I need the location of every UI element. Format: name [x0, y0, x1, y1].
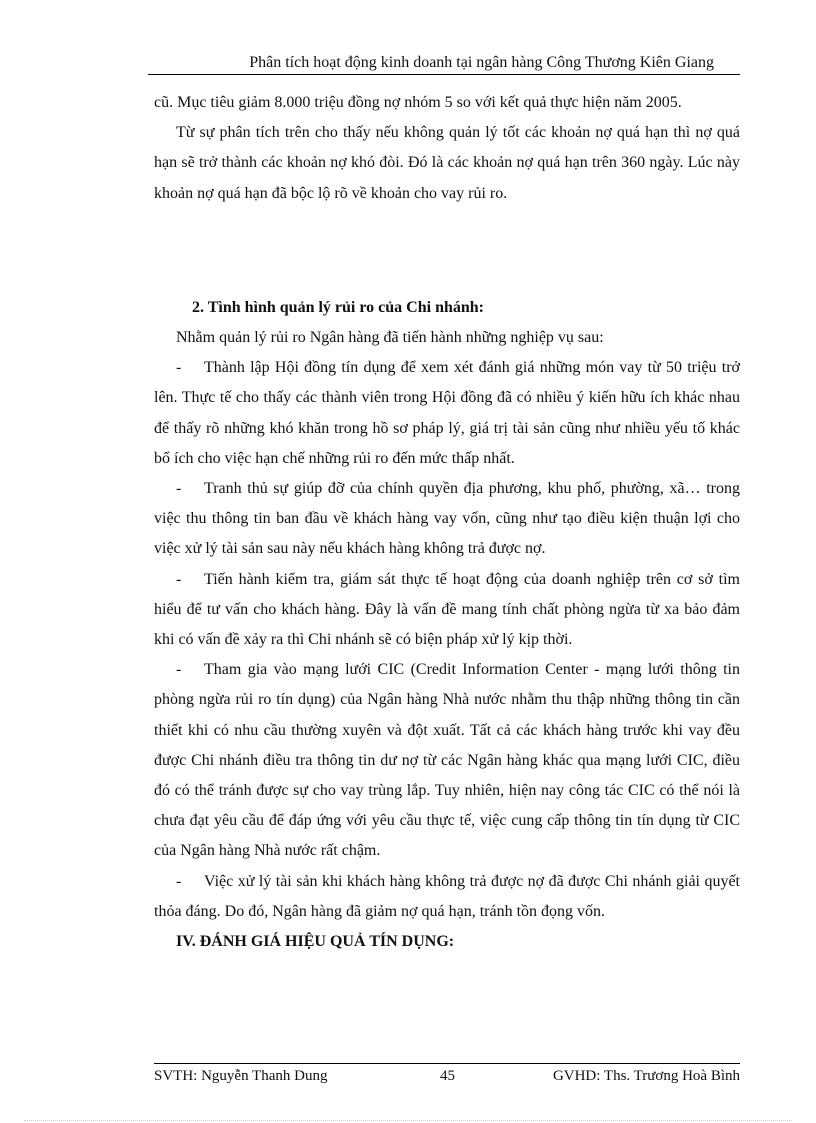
page-footer	[154, 1063, 740, 1088]
bullet-text: Thành lập Hội đồng tín dụng để xem xét đánh giá những món vay từ 50 triệu trở lên. Thực tế cho thấy các thành viên trong Hội đồng đã có nhiều ý kiến hữu ích khác nhau để thấy rõ những khó khăn trong hồ sơ pháp lý, giá trị tài sản cũng như nhiều yếu tố khác bổ ích cho việc hạn chế những rủi ro đến mức thấp nhất.	[154, 359, 740, 467]
bullet-item	[154, 565, 740, 656]
bullet-item	[154, 867, 740, 927]
dash-marker: -	[176, 359, 182, 377]
bullet-text: Tham gia vào mạng lưới CIC (Credit Information Center - mạng lưới thông tin phòng ngừa rủi ro tín dụng) của Ngân hàng Nhà nước nhằm thu thập những thông tin cần thiết khi có nhu cầu thường xuyên và đột xuất. Tất cả các khách hàng trước khi vay đều được Chi nhánh điều tra thông tin dư nợ từ các Ngân hàng khác qua mạng lưới CIC, điều đó có thể tránh được sự cho vay trùng lắp. Tuy nhiên, hiện nay công tác CIC có thể nói là chưa đạt yêu cầu để đáp ứng với yêu cầu thực tế, việc cung cấp thông tin tín dụng từ CIC của Ngân hàng Nhà nước rất chậm.	[154, 661, 740, 860]
page-edge-divider	[24, 1120, 792, 1121]
bullet-text: Việc xử lý tài sản khi khách hàng không trả được nợ đã được Chi nhánh giải quyết thỏa đáng. Do đó, Ngân hàng đã giảm nợ quá hạn, tránh tồn đọng vốn.	[154, 872, 740, 920]
section-2-heading: 2. Tình hình quản lý rủi ro của Chi nhánh:	[192, 298, 484, 316]
section-2-intro: Nhằm quản lý rủi ro Ngân hàng đã tiến hành những nghiệp vụ sau:	[176, 329, 604, 347]
footer-student: SVTH: Nguyễn Thanh Dung	[154, 1068, 328, 1084]
header-title: Phân tích hoạt động kinh doanh tại ngân hàng Công Thương Kiên Giang	[249, 54, 714, 71]
bullet-text: Tiến hành kiểm tra, giám sát thực tế hoạt động của doanh nghiệp trên cơ sở tìm hiểu để tư vấn cho khách hàng. Đây là vấn đề mang tính chất phòng ngừa từ xa bảo đảm khi có vấn đề xảy ra thì Chi nhánh sẽ có biện pháp xử lý kịp thời.	[154, 570, 740, 649]
bullet-item	[154, 474, 740, 565]
page-body	[154, 88, 740, 957]
bullet-item	[154, 655, 740, 866]
dash-marker: -	[176, 872, 182, 890]
paragraph-continuation: cũ. Mục tiêu giảm 8.000 triệu đồng nợ nhóm 5 so với kết quả thực hiện năm 2005.	[154, 94, 682, 111]
page-number: 45	[440, 1068, 455, 1084]
page-header	[148, 52, 740, 75]
bullet-item	[154, 353, 740, 474]
dash-marker: -	[176, 570, 182, 588]
dash-marker: -	[176, 661, 182, 679]
paragraph-analysis: Từ sự phân tích trên cho thấy nếu không quản lý tốt các khoản nợ quá hạn thì nợ quá hạn sẽ trở thành các khoản nợ khó đòi. Đó là các khoản nợ quá hạn trên 360 ngày. Lúc này khoản nợ quá hạn đã bộc lộ rõ về khoản cho vay rủi ro.	[154, 124, 740, 202]
spacer	[154, 209, 740, 293]
bullet-text: Tranh thủ sự giúp đỡ của chính quyền địa phương, khu phố, phường, xã… trong việc thu thông tin ban đầu về khách hàng vay vốn, cũng như tạo điều kiện thuận lợi cho việc xử lý tài sản sau này nếu khách hàng không trả được nợ.	[154, 480, 740, 558]
dash-marker: -	[176, 480, 182, 498]
footer-advisor: GVHD: Ths. Trương Hoà Bình	[552, 1068, 740, 1084]
section-4-heading: IV. ĐÁNH GIÁ HIỆU QUẢ TÍN DỤNG:	[176, 933, 455, 951]
